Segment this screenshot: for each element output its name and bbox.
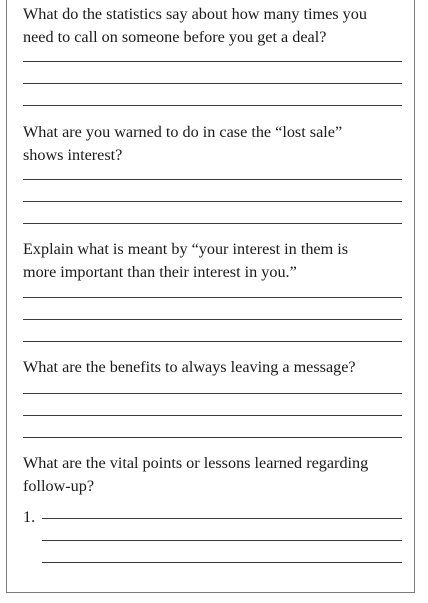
answer-line[interactable] [23, 223, 402, 224]
answer-line[interactable] [23, 179, 402, 180]
question-2-line-2: shows interest? [23, 146, 123, 164]
list-number: 1. [23, 508, 36, 526]
question-3 [23, 238, 403, 284]
answer-line[interactable] [23, 341, 402, 342]
question-3-line-2: more important than their interest in you.” [23, 263, 297, 281]
question-2-line-1: What are you warned to do in case the “lost sale” [23, 123, 343, 141]
question-1 [23, 3, 403, 49]
question-5-line-1: What are the vital points or lessons learned regarding [23, 454, 369, 472]
answer-line[interactable] [23, 437, 402, 438]
answer-line[interactable] [23, 83, 402, 84]
answer-line[interactable] [42, 518, 402, 519]
question-1-line-2: need to call on someone before you get a deal? [23, 28, 327, 46]
answer-line[interactable] [23, 105, 402, 106]
answer-line[interactable] [23, 297, 402, 298]
question-4-line-1: What are the benefits to always leaving a message? [23, 358, 356, 376]
question-1-line-1: What do the statistics say about how many times you [23, 5, 367, 23]
answer-line[interactable] [42, 562, 402, 563]
answer-line[interactable] [42, 540, 402, 541]
question-5 [23, 452, 403, 498]
answer-line[interactable] [23, 415, 402, 416]
answer-line[interactable] [23, 319, 402, 320]
question-5-line-2: follow-up? [23, 477, 95, 495]
question-3-line-1: Explain what is meant by “your interest in them is [23, 240, 349, 258]
question-4 [23, 356, 403, 379]
answer-line[interactable] [23, 393, 402, 394]
answer-line[interactable] [23, 201, 402, 202]
answer-line[interactable] [23, 61, 402, 62]
question-2 [23, 121, 403, 167]
